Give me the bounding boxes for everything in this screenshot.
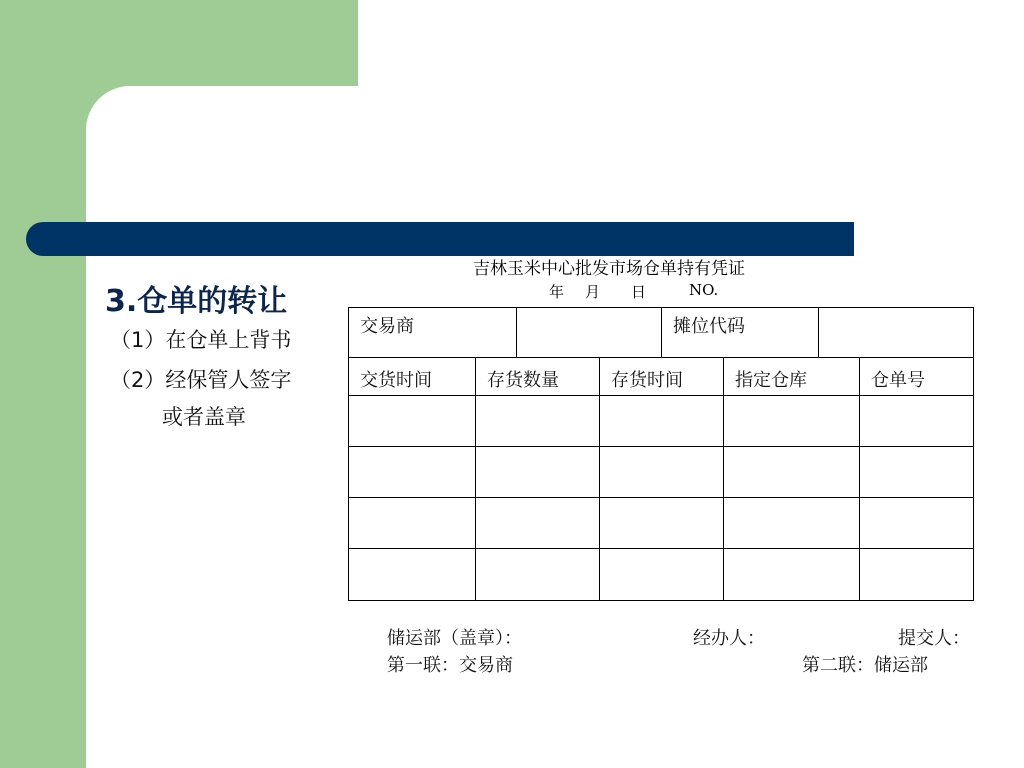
table-cell <box>348 548 476 601</box>
column-header: 指定仓库 <box>723 357 860 396</box>
table-cell <box>859 548 974 601</box>
navy-accent-bar <box>26 222 854 256</box>
table-cell <box>348 395 476 447</box>
table-cell <box>348 497 476 549</box>
table-cell <box>723 395 860 447</box>
column-header: 存货数量 <box>475 357 600 396</box>
table-cell <box>599 497 724 549</box>
copy-two-label: 第二联：储运部 <box>802 655 928 676</box>
date-month-label: 月 <box>585 283 601 301</box>
bullet-custodian-sign: （2）经保管人签字 <box>110 368 292 392</box>
table-row <box>348 395 974 447</box>
table-cell <box>475 395 600 447</box>
submitter-label: 提交人： <box>898 628 970 649</box>
trader-row <box>348 307 974 358</box>
storage-dept-seal-label: 储运部（盖章）： <box>387 628 522 649</box>
table-cell <box>475 446 600 498</box>
form-title: 吉林玉米中心批发市场仓单持有凭证 <box>473 259 745 279</box>
table-cell <box>723 497 860 549</box>
column-header: 交货时间 <box>348 357 476 396</box>
table-row <box>348 446 974 498</box>
table-cell <box>859 497 974 549</box>
trader-value-cell <box>516 307 662 358</box>
warehouse-receipt-table <box>348 307 974 601</box>
slide-title: 3.仓单的转让 <box>105 284 288 319</box>
date-day-label: 日 <box>631 283 647 301</box>
table-cell <box>599 548 724 601</box>
copy-one-label: 第一联：交易商 <box>387 655 513 676</box>
table-row <box>348 548 974 601</box>
table-cell <box>599 446 724 498</box>
booth-code-label: 摊位代码 <box>661 307 819 358</box>
column-header: 存货时间 <box>599 357 724 396</box>
white-top-area <box>358 0 1024 90</box>
bullet-or-seal: 或者盖章 <box>162 405 246 429</box>
table-row <box>348 497 974 549</box>
table-cell <box>348 446 476 498</box>
table-header-row <box>348 357 974 396</box>
column-header: 仓单号 <box>859 357 974 396</box>
table-cell <box>475 548 600 601</box>
date-year-label: 年 <box>549 283 565 301</box>
trader-label: 交易商 <box>348 307 517 358</box>
table-cell <box>723 548 860 601</box>
form-number-label: NO. <box>689 281 719 299</box>
table-cell <box>859 395 974 447</box>
table-cell <box>859 446 974 498</box>
table-cell <box>599 395 724 447</box>
bullet-endorse: （1）在仓单上背书 <box>110 328 292 352</box>
table-cell <box>475 497 600 549</box>
booth-code-value-cell <box>818 307 974 358</box>
table-cell <box>723 446 860 498</box>
handler-label: 经办人： <box>693 628 765 649</box>
